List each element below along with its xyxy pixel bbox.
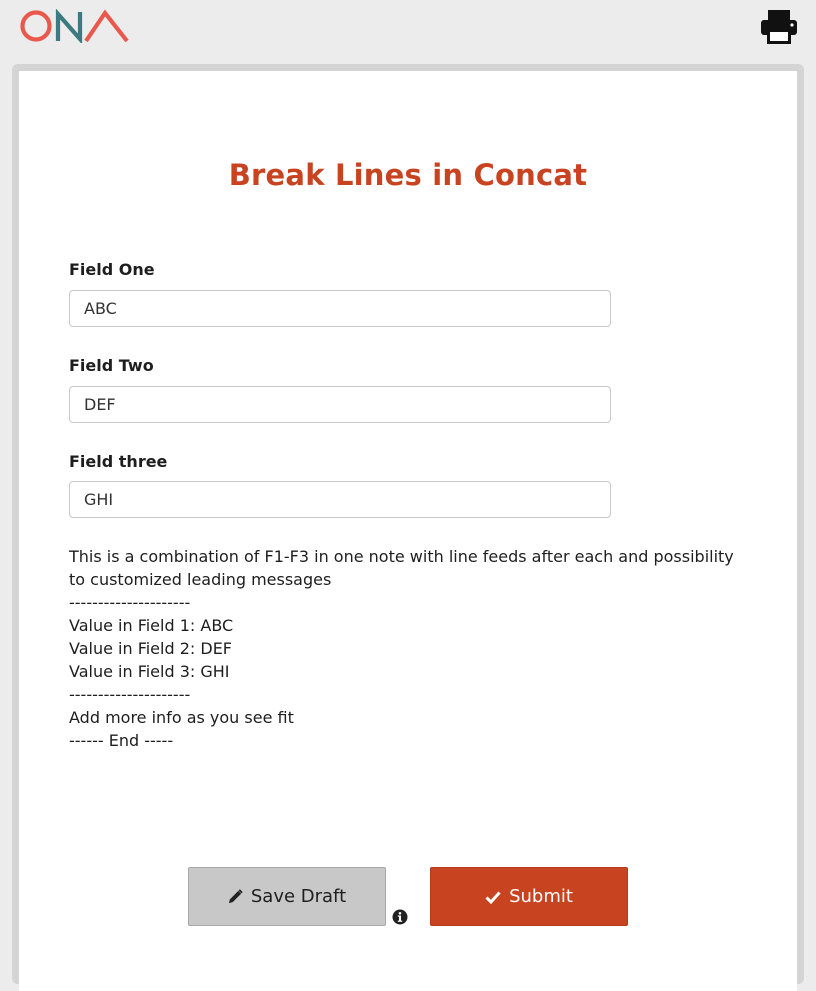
note-intro: This is a combination of F1-F3 in one note with line feeds after each and possibility to customized leading messages	[69, 547, 734, 589]
note-line: ---------------------	[69, 593, 191, 612]
pencil-icon	[228, 889, 243, 904]
field-three-label: Field three	[69, 452, 168, 471]
checkmark-icon	[485, 890, 501, 904]
field-one-input[interactable]	[69, 290, 611, 327]
concat-note	[69, 545, 749, 752]
note-line: Value in Field 2: DEF	[69, 639, 232, 658]
submit-button[interactable]	[430, 867, 628, 926]
printer-icon	[760, 9, 798, 45]
info-icon[interactable]	[392, 909, 408, 925]
note-line: Add more info as you see fit	[69, 708, 294, 727]
field-one-label: Field One	[69, 260, 155, 279]
save-draft-button[interactable]	[188, 867, 386, 926]
top-bar	[0, 0, 816, 64]
note-line: ------ End -----	[69, 731, 174, 750]
field-two-input[interactable]	[69, 386, 611, 423]
form-title: Break Lines in Concat	[228, 158, 588, 192]
field-two-label: Field Two	[69, 356, 154, 375]
note-line: Value in Field 1: ABC	[69, 616, 234, 635]
form-paper	[19, 71, 797, 991]
print-button[interactable]	[760, 9, 798, 45]
note-line: ---------------------	[69, 685, 191, 704]
field-three-input[interactable]	[69, 481, 611, 518]
submit-label: Submit	[509, 886, 573, 907]
note-line: Value in Field 3: GHI	[69, 662, 230, 681]
save-draft-label: Save Draft	[250, 886, 347, 907]
ona-logo	[20, 9, 130, 43]
